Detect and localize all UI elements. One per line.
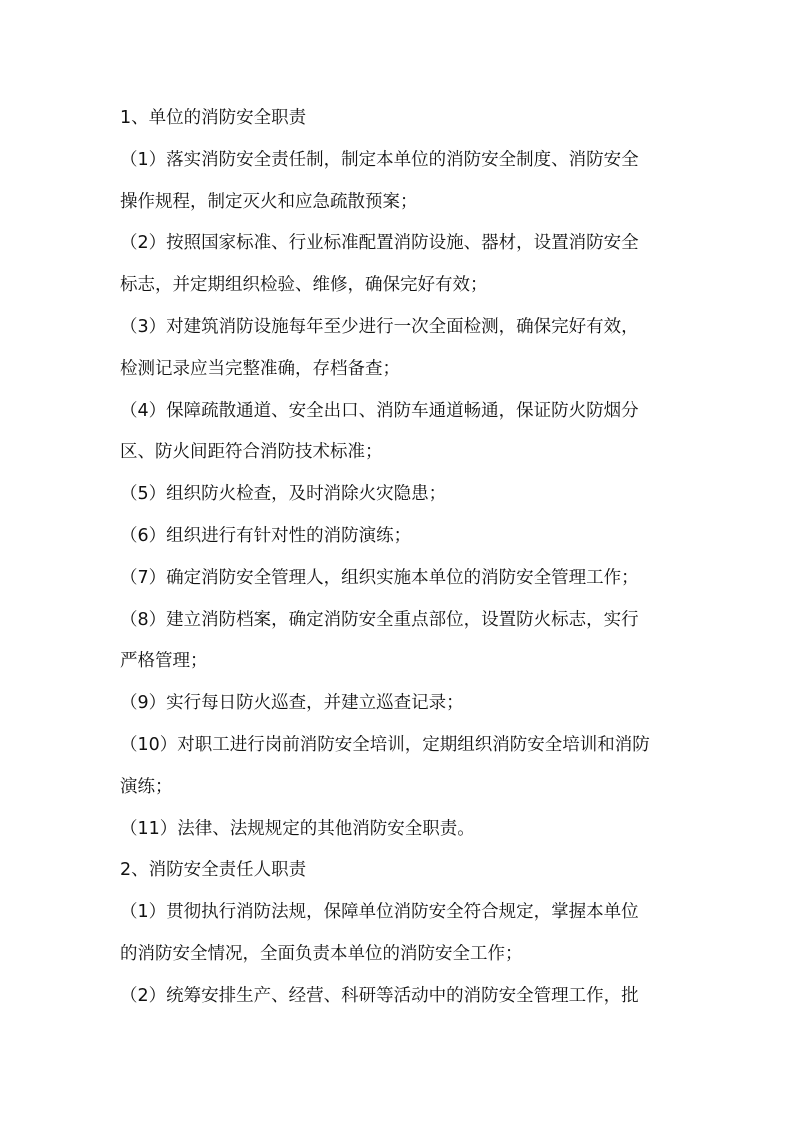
item-line: （2）按照国家标准、行业标准配置消防设施、器材，设置消防安全	[120, 233, 639, 254]
list-item	[120, 892, 680, 976]
item-line: （1）贯彻执行消防法规，保障单位消防安全符合规定，掌握本单位	[120, 902, 639, 923]
list-item	[120, 976, 680, 1018]
list-item	[120, 307, 680, 391]
list-item	[120, 391, 680, 475]
item-line: （6）组织进行有针对性的消防演练；	[120, 525, 412, 546]
item-line: （1）落实消防安全责任制，制定本单位的消防安全制度、消防安全	[120, 149, 639, 170]
list-item	[120, 809, 680, 851]
list-item	[120, 140, 680, 224]
item-line: 标志，并定期组织检验、维修，确保完好有效；	[120, 275, 488, 296]
item-line: （2）统筹安排生产、经营、科研等活动中的消防安全管理工作，批	[120, 985, 639, 1006]
item-line: （11）法律、法规规定的其他消防安全职责。	[120, 818, 475, 839]
section-heading: 1、单位的消防安全职责	[120, 108, 307, 128]
item-line: （9）实行每日防火巡查，并建立巡查记录；	[120, 693, 464, 714]
item-line: 严格管理；	[120, 651, 208, 672]
item-line: （7）确定消防安全管理人，组织实施本单位的消防安全管理工作；	[120, 567, 639, 588]
list-item	[120, 725, 680, 809]
item-line: （8）建立消防档案，确定消防安全重点部位，设置防火标志，实行	[120, 609, 639, 630]
item-line: （10）对职工进行岗前消防安全培训，定期组织消防安全培训和消防	[120, 734, 650, 755]
item-line: （3）对建筑消防设施每年至少进行一次全面检测，确保完好有效，	[120, 316, 639, 337]
list-item	[120, 223, 680, 307]
list-item	[120, 683, 680, 725]
list-item	[120, 474, 680, 516]
section-heading: 2、消防安全责任人职责	[120, 860, 307, 881]
item-line: （4）保障疏散通道、安全出口、消防车通道畅通，保证防火防烟分	[120, 400, 639, 421]
list-item	[120, 516, 680, 558]
item-line: 的消防安全情况，全面负责本单位的消防安全工作；	[120, 943, 523, 964]
item-line: （5）组织防火检查，及时消除火灾隐患；	[120, 484, 447, 505]
item-line: 操作规程，制定灭火和应急疏散预案；	[120, 191, 418, 212]
item-line: 演练；	[120, 776, 173, 797]
list-item	[120, 600, 680, 684]
list-item	[120, 558, 680, 600]
item-line: 区、防火间距符合消防技术标准；	[120, 442, 383, 463]
document-body	[120, 98, 680, 1018]
item-line: 检测记录应当完整准确，存档备查；	[120, 358, 400, 379]
